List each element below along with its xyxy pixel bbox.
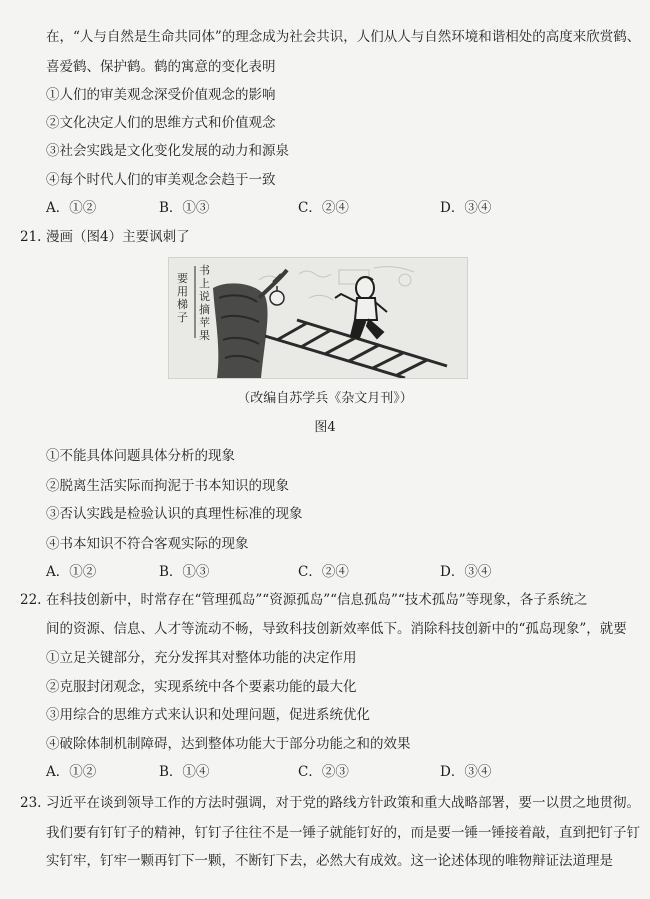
q20-option-1: ①人们的审美观念深受价值观念的影响 <box>46 87 276 103</box>
q21-choice-b: B．①③ <box>159 564 210 580</box>
q23-number: 23. <box>20 795 42 811</box>
q21-option-3: ③否认实践是检验认识的真理性标准的现象 <box>46 506 303 522</box>
q22-choices <box>46 763 626 781</box>
q23-stem-line-1: 习近平在谈到领导工作的方法时强调，对于党的路线方针政策和重大战略部署，要一以贯之地贯彻。 <box>46 795 640 811</box>
q20-choices <box>46 199 626 217</box>
q21-cartoon <box>168 257 468 379</box>
q20-stem-line-1: 在，“人与自然是生命共同体”的理念成为社会共识，人们从人与自然环境和谐相处的高度来欣赏鹤、 <box>46 29 641 45</box>
q22-number: 22. <box>20 592 42 608</box>
q20-stem-line-2: 喜爱鹤、保护鹤。鹤的寓意的变化表明 <box>46 59 276 75</box>
q21-number: 21. <box>20 229 42 245</box>
q20-option-4: ④每个时代人们的审美观念会趋于一致 <box>46 172 276 188</box>
q23-stem-line-2: 我们要有钉钉子的精神，钉钉子往往不是一锤子就能钉好的，而是要一锤一锤接着敲，直到把钉子钉 <box>46 825 640 841</box>
q21-choice-c: C．②④ <box>298 564 349 580</box>
q22-choice-b: B．①④ <box>159 764 210 780</box>
q20-choice-b: B．①③ <box>159 200 210 216</box>
q22-option-3: ③用综合的思维方式来认识和处理问题，促进系统优化 <box>46 707 370 723</box>
q22-choice-c: C．②③ <box>298 764 349 780</box>
q21-option-2: ②脱离生活实际而拘泥于书本知识的现象 <box>46 478 289 494</box>
q21-choice-a: A．①② <box>46 564 97 580</box>
q22-choice-d: D．③④ <box>440 764 492 780</box>
q20-option-3: ③社会实践是文化变化发展的动力和源泉 <box>46 143 289 159</box>
q21-option-4: ④书本知识不符合客观实际的现象 <box>46 536 249 552</box>
q20-option-2: ②文化决定人们的思维方式和价值观念 <box>46 115 276 131</box>
cartoon-label-right: 书上说摘苹果 <box>199 264 210 342</box>
q21-caption-figure: 图4 <box>314 420 336 435</box>
q20-choice-d: D．③④ <box>440 200 492 216</box>
q20-choice-c: C．②④ <box>298 200 349 216</box>
q21-choices <box>46 563 626 581</box>
q20-choice-a: A．①② <box>46 200 97 216</box>
q21-option-1: ①不能具体问题具体分析的现象 <box>46 448 235 464</box>
cartoon-label-left: 要用梯子 <box>177 272 188 324</box>
q22-option-1: ①立足关键部分，充分发挥其对整体功能的决定作用 <box>46 650 357 666</box>
q22-stem-line-1: 在科技创新中，时常存在“管理孤岛”“资源孤岛”“信息孤岛”“技术孤岛”等现象，各子系统之 <box>46 592 588 608</box>
q23-stem-line-3: 实钉牢，钉牢一颗再钉下一颗，不断钉下去，必然大有成效。这一论述体现的唯物辩证法道理是 <box>46 853 613 869</box>
cartoon-illustration <box>169 258 467 378</box>
q21-caption-source: （改编自苏学兵《杂文月刊》） <box>237 391 413 406</box>
q22-stem-line-2: 间的资源、信息、人才等流动不畅，导致科技创新效率低下。消除科技创新中的“孤岛现象”，就要 <box>46 621 627 637</box>
q21-stem: 漫画（图4）主要讽刺了 <box>46 229 190 245</box>
q22-option-2: ②克服封闭观念，实现系统中各个要素功能的最大化 <box>46 679 357 695</box>
q22-choice-a: A．①② <box>46 764 97 780</box>
q22-option-4: ④破除体制机制障碍，达到整体功能大于部分功能之和的效果 <box>46 736 411 752</box>
q21-choice-d: D．③④ <box>440 564 492 580</box>
